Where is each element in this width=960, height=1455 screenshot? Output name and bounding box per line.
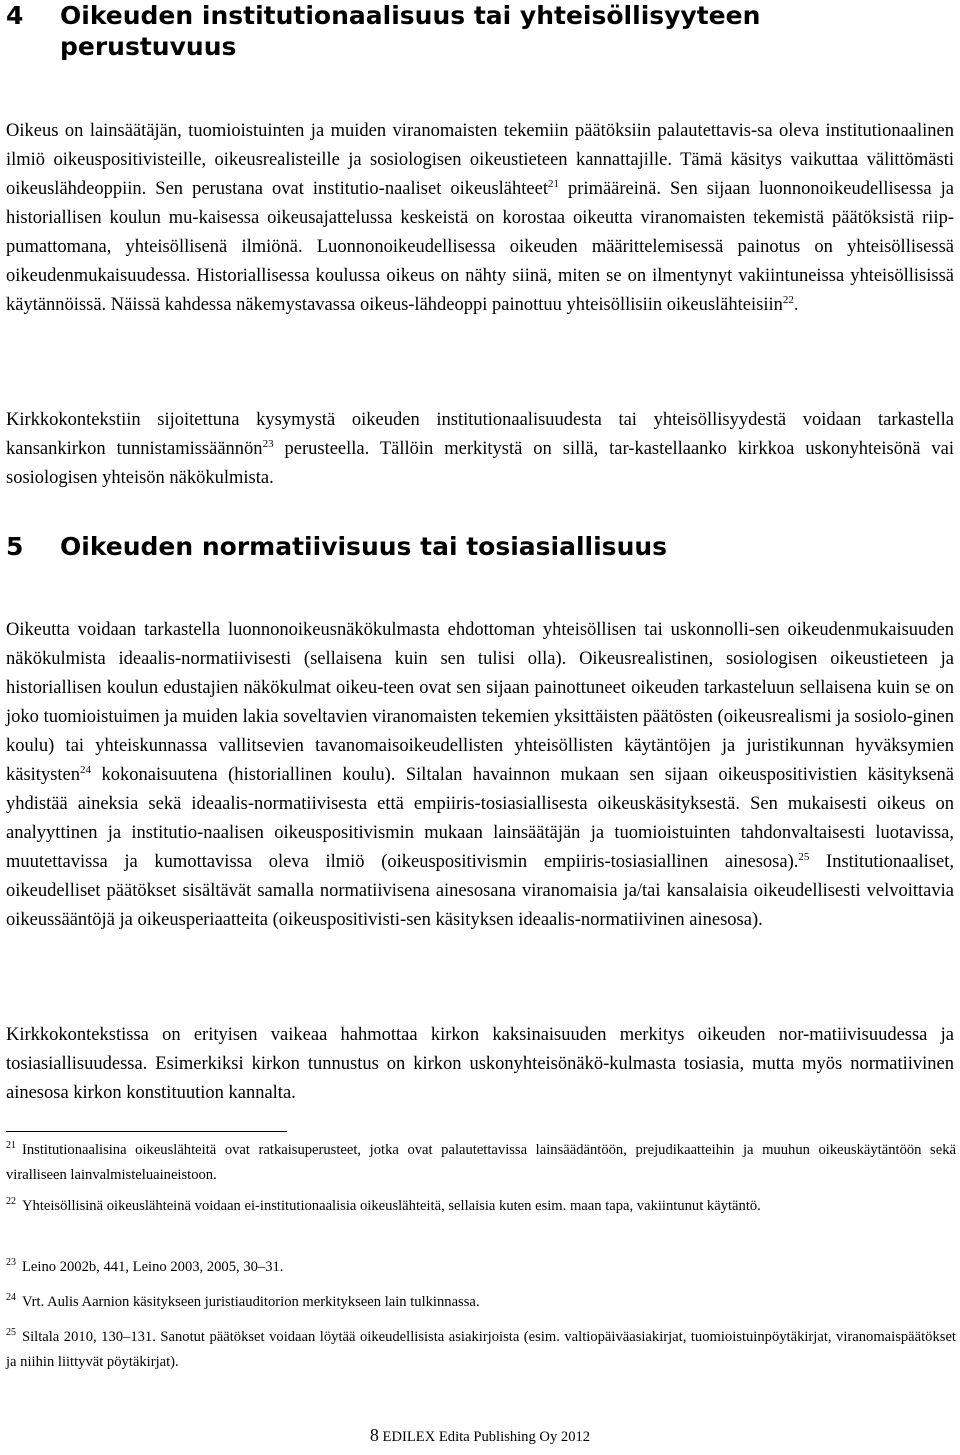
footnote-separator — [6, 1131, 287, 1132]
paragraph-text: Oikeus on lainsäätäjän, tuomioistuinten ja muiden viranomaisten tekemiin päätöksiin palautettavis-sa oleva institutionaalinen ilmiö oikeuspositivisteille, oikeusrealisteille ja sosiologisen oikeustieteen kannattajille. Tämä käsitys vaikuttaa välittömästi oikeuslähdeoppiin. Sen perustana ovat institutio-naaliset oikeuslähteet — [6, 121, 954, 199]
paragraph-text: Kirkkokontekstissa on erityisen vaikeaa hahmottaa kirkon kaksinaisuuden merkitys oikeuden nor-matiivisuudessa ja tosiasiallisuudessa. Esimerkiksi kirkon tunnustus on kirkon uskonyhteisönäkö-kulmasta tosiasia, mutta myös normatiivinen ainesosa kirkon konstituution kannalta. — [6, 1025, 954, 1103]
footnote-reference: 21 — [547, 177, 559, 190]
paragraph-text: perusteella. Tällöin merkitystä on sillä, tar-kastellaanko kirkkoa uskonyhteisönä vai sosiologisen yhteisön näkökulmista. — [6, 439, 955, 488]
footnote-24-mark: 24 — [6, 1292, 16, 1304]
footnote-22-mark: 22 — [6, 1196, 16, 1208]
footnote-21-mark: 21 — [6, 1140, 16, 1152]
section-4-paragraph-2 — [6, 406, 954, 493]
footnote-21-text: Institutionaalisina oikeuslähteitä ovat ratkaisuperusteet, jotka ovat palautettavissa lainsäädäntöön, prejudikaatteihin ja muuhun oikeuskäytäntöön sekä viralliseen lainvalmisteluaineistoon. — [6, 1142, 956, 1183]
section-5-paragraph-2 — [6, 1021, 954, 1108]
footnote-25-text: Siltala 2010, 130–131. Sanotut päätökset voidaan löytää oikeudellisista asiakirjoista (esim. valtiopäiväasiakirjat, tuomioistuinpöytäkirjat, viranomaispäätökset ja niihin liittyvät pöytäkirjat). — [6, 1329, 956, 1370]
footnote-24 — [6, 1290, 956, 1315]
paragraph-text: primääreinä. Sen sijaan luonnonoikeudellisessa ja historiallisen koulun mu-kaisessa oikeusajattelussa keskeistä on korostaa oikeutta viranomaisten tekemistä päätöksistä riip-pumattomana, yhteisöllisenä ilmiönä. Luonnonoikeudellisessa oikeuden määrittelemisessä painotus on yhteisöllisessä oikeudenmukaisuudessa. Historiallisessa koulussa oikeus on nähty siinä, miten se on ilmentynyt vakiintuneissa yhteisöllisissä käytännöissä. Näissä kahdessa näkemystavassa oikeus-lähdeoppi painottuu yhteisöllisiin oikeuslähteisiin — [6, 179, 955, 315]
section-5-title: Oikeuden normatiivisuus tai tosiasiallisuus — [60, 532, 668, 561]
section-4-paragraph-1 — [6, 117, 954, 320]
footnote-25 — [6, 1325, 956, 1375]
footnote-22 — [6, 1194, 956, 1219]
footnote-reference: 23 — [262, 437, 274, 450]
paragraph-text: kokonaisuutena (historiallinen koulu). Siltalan havainnon mukaan sen sijaan oikeuspositivistien käsityksenä yhdistää aineksia sekä ideaalis-normatiivisesta että empiiris-tosiasiallisesta oikeuskäsityksestä. Sen mukaisesti oikeus on analyyttinen ja institutio-naalisen oikeuspositivismin mukaan lainsäätäjän ja tuomioistuinten tahdonvaltaisesti luotavissa, muutettavissa ja kumottavissa oleva ilmiö (oikeuspositivismin empiiris-tosiasiallinen ainesosa). — [6, 765, 954, 872]
page-footer — [0, 1425, 960, 1447]
paragraph-text: Kirkkokontekstiin sijoitettuna kysymystä oikeuden institutionaalisuudesta tai yhteisöllisyydestä voidaan tarkastella kansankirkon tunnistamissäännön — [6, 410, 954, 459]
paragraph-text: Oikeutta voidaan tarkastella luonnonoikeusnäkökulmasta ehdottoman yhteisöllisen tai uskonnolli-sen oikeudenmukaisuuden näkökulmista ideaalis-normatiivisesti (sellaisena kuin sen tulisi olla). Oikeusrealistinen, sosiologisen oikeustieteen ja historiallisen koulun edustajien näkökulmat oikeu-teen ovat sen sijaan painottuneet oikeuden tarkasteluun sellaisena kuin se on joko tuomioistuimen ja muiden lakia soveltavien viranomaisten tekemien yksittäisten päätösten (oikeusrealismi ja sosiolo-ginen koulu) tai yhteiskunnassa vallitsevien tavanomaisoikeudellisten yhteisöllisten käytäntöjen ja juristikunnan hyväksymien käsitysten — [6, 620, 954, 785]
footnote-23-text: Leino 2002b, 441, Leino 2003, 2005, 30–31. — [22, 1259, 284, 1275]
section-5-paragraph-1 — [6, 616, 954, 935]
footnote-23-mark: 23 — [6, 1257, 16, 1269]
footnote-22-text: Yhteisöllisinä oikeuslähteinä voidaan ei-institutionaalisia oikeuslähteitä, sellaisia kuten esim. maan tapa, vakiintunut käytäntö. — [22, 1198, 761, 1214]
footnote-reference: 22 — [782, 293, 794, 306]
section-5-heading — [6, 531, 667, 562]
footnote-reference: 24 — [80, 763, 91, 776]
footnote-25-mark: 25 — [6, 1327, 16, 1339]
paragraph-text: Institutionaaliset, oikeudelliset päätökset sisältävät samalla normatiivisena ainesosana viranomaisia ja/tai kansalaisia oikeudellisesti velvoittavia oikeussääntöjä ja oikeusperiaatteita (oikeuspositivisti-sen käsityksen ideaalis-normatiivinen ainesosa). — [6, 852, 954, 930]
section-4-title-line1: Oikeuden institutionaalisuus tai yhteisöllisyyteen — [60, 1, 761, 30]
section-4-number: 4 — [6, 1, 24, 30]
publisher-credit: EDILEX Edita Publishing Oy 2012 — [382, 1429, 591, 1445]
section-5-number: 5 — [6, 532, 24, 561]
paragraph-text: . — [793, 295, 799, 315]
section-4-title-line2: perustuvuus — [60, 32, 237, 61]
footnote-reference: 25 — [798, 850, 810, 863]
section-4-heading — [6, 0, 760, 62]
page-number: 8 — [369, 1425, 379, 1445]
footnote-24-text: Vrt. Aulis Aarnion käsitykseen juristiauditorion merkitykseen lain tulkinnassa. — [22, 1294, 480, 1310]
footnote-23 — [6, 1255, 956, 1280]
footnote-21 — [6, 1138, 956, 1188]
